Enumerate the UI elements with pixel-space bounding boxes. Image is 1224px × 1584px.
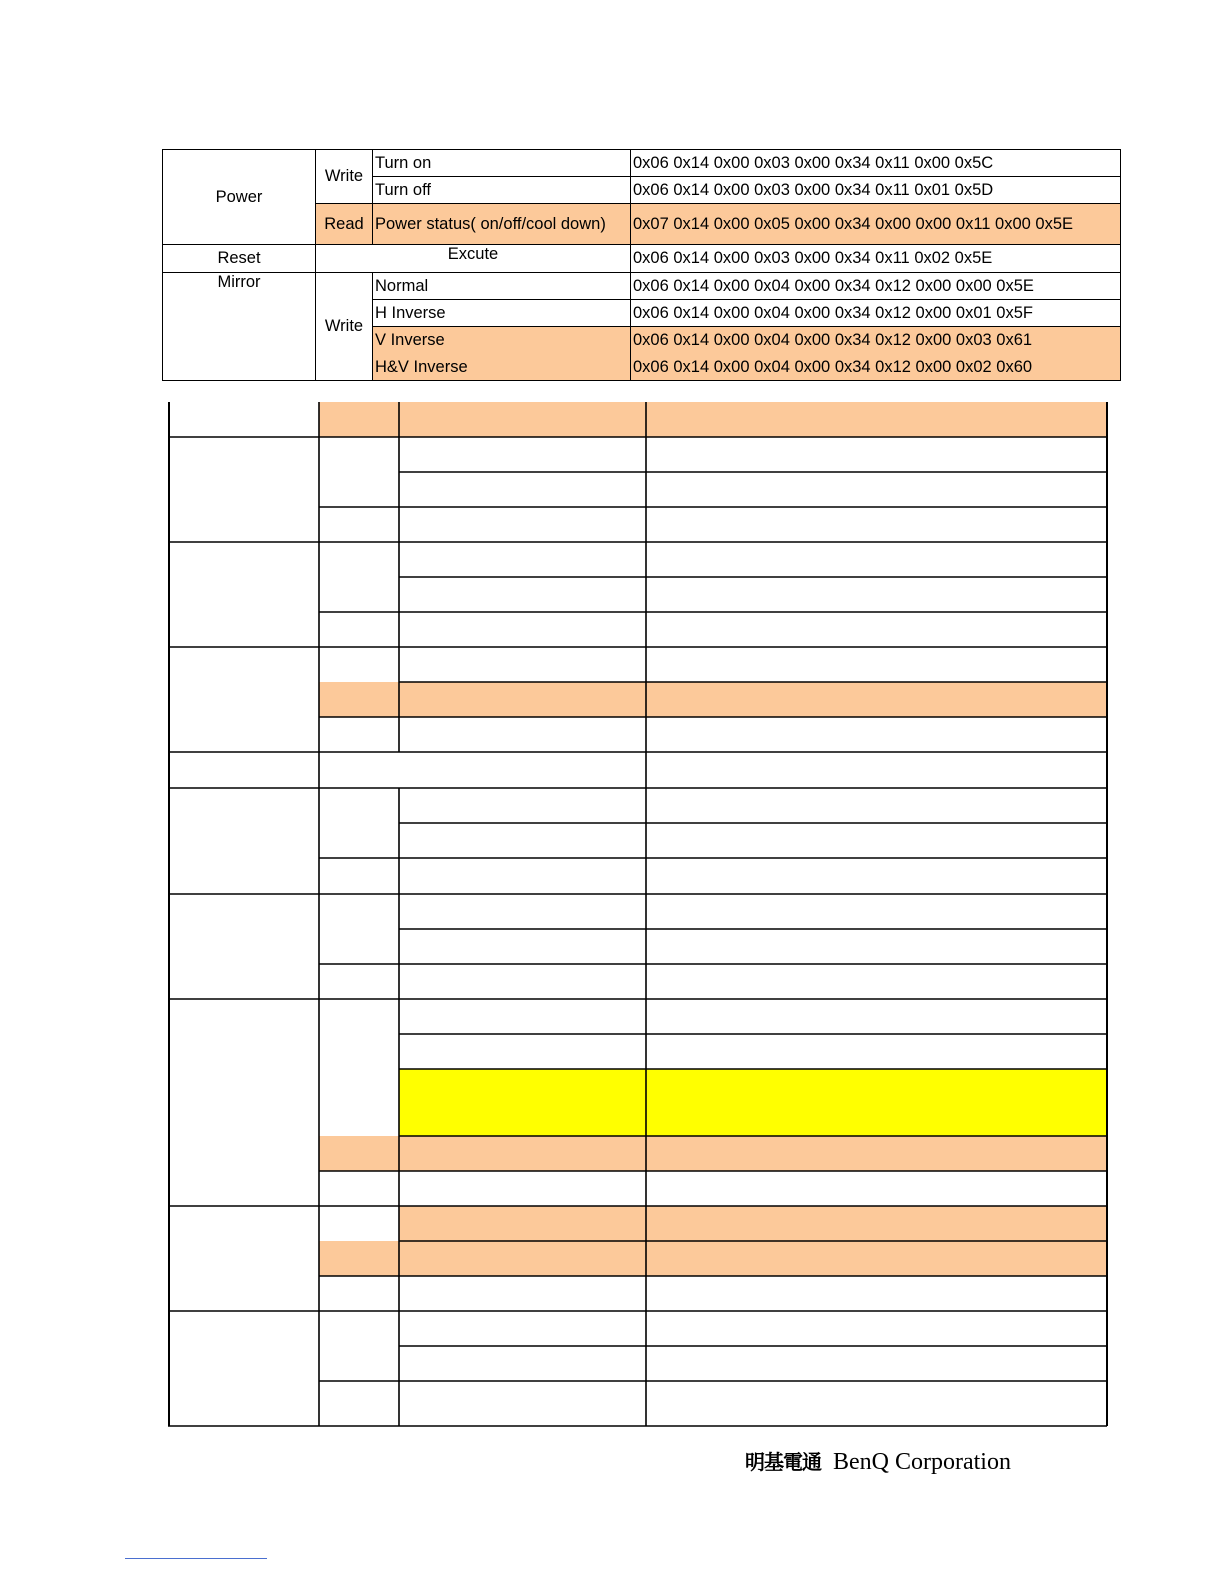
mirror-normal-code: 0x06 0x14 0x00 0x04 0x00 0x34 0x12 0x00 0x00 0x5E [631,273,1121,300]
turn-off-label: Turn off [373,177,631,204]
mirror-h-inverse-label: H Inverse [373,300,631,327]
mirror-normal-label: Normal [373,273,631,300]
reset-action: Excute [316,245,631,273]
mirror-write-label: Write [316,273,373,381]
turn-off-code: 0x06 0x14 0x00 0x03 0x00 0x34 0x11 0x01 0x5D [631,177,1121,204]
mirror-v-inverse-label: V Inverse [373,327,631,355]
power-label: Power [163,150,316,245]
reset-label: Reset [163,245,316,273]
power-status-code: 0x07 0x14 0x00 0x05 0x00 0x34 0x00 0x00 0x11 0x00 0x5E [631,204,1121,245]
mirror-h-inverse-code: 0x06 0x14 0x00 0x04 0x00 0x34 0x12 0x00 0x01 0x5F [631,300,1121,327]
power-write-label: Write [316,150,373,204]
company-name-english: BenQ Corporation [833,1449,1011,1475]
mirror-label: Mirror [163,273,316,381]
turn-on-code: 0x06 0x14 0x00 0x03 0x00 0x34 0x11 0x00 0x5C [631,150,1121,177]
empty-table-grid [168,402,1108,1427]
mirror-v-inverse-code: 0x06 0x14 0x00 0x04 0x00 0x34 0x12 0x00 0x03 0x61 [631,327,1121,355]
table-row [163,245,1121,273]
mirror-hv-inverse-label: H&V Inverse [373,355,631,381]
power-read-label: Read [316,204,373,245]
footer-company [745,1446,1011,1476]
mirror-hv-inverse-code: 0x06 0x14 0x00 0x04 0x00 0x34 0x12 0x00 0x02 0x60 [631,355,1121,381]
reset-code: 0x06 0x14 0x00 0x03 0x00 0x34 0x11 0x02 0x5E [631,245,1121,273]
company-name-chinese: 明基電通 [745,1450,821,1474]
table-row [163,273,1121,300]
turn-on-label: Turn on [373,150,631,177]
power-status-label: Power status( on/off/cool down) [373,204,631,245]
table-row [163,150,1121,177]
grid-lines [168,402,1108,1427]
command-table [162,149,1121,381]
footnote-separator [125,1558,267,1559]
